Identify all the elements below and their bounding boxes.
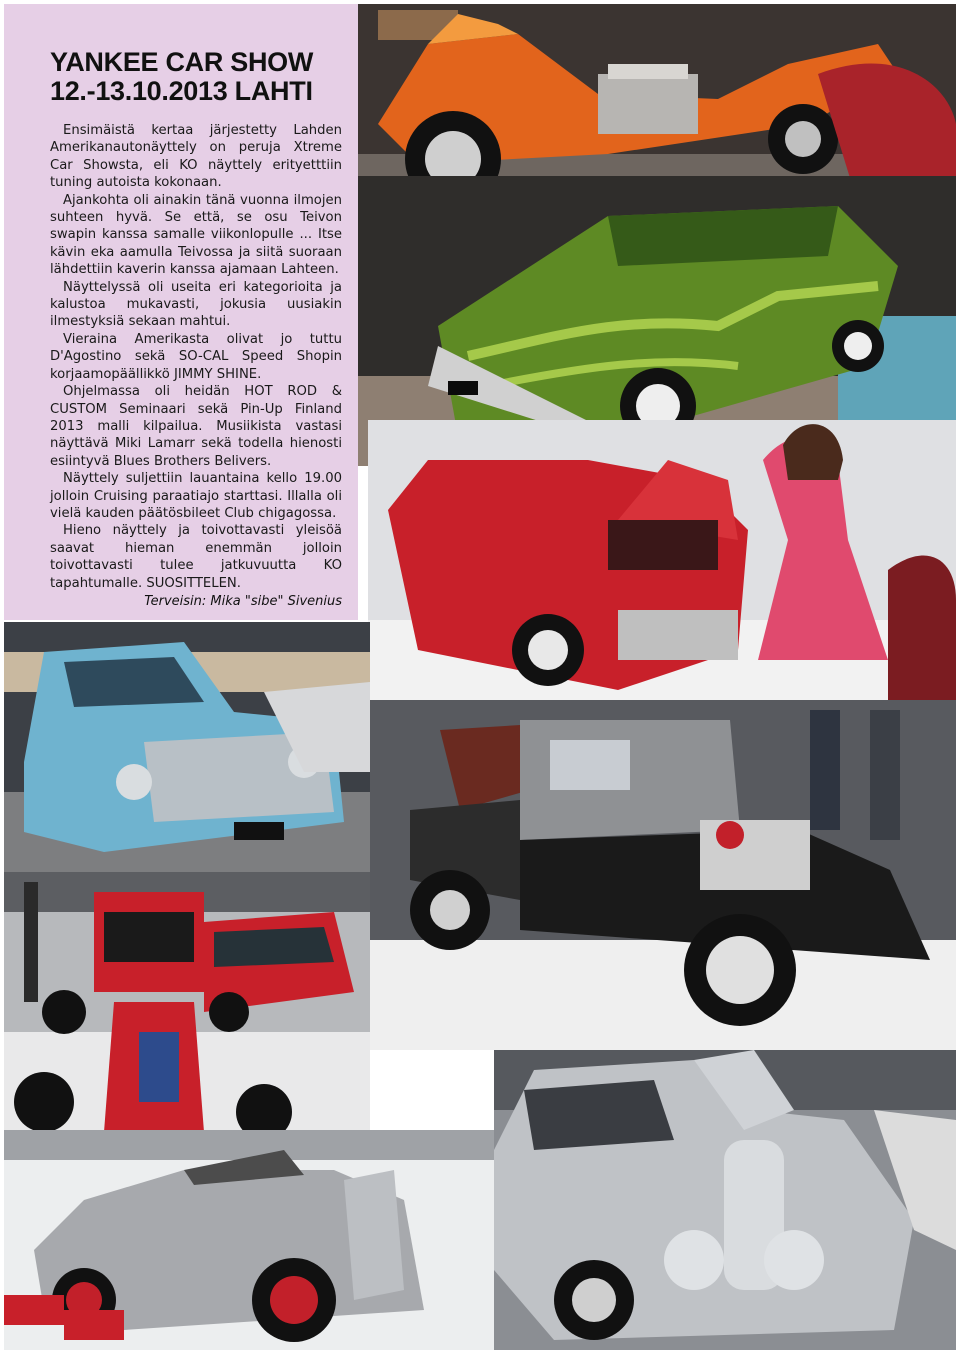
photo-silver-convertible bbox=[4, 1130, 494, 1350]
paragraph: Vieraina Amerikasta olivat jo tuttu D'Agostino sekä SO-CAL Speed Shopin korjaamopäällikkö JIMMY SHINE. bbox=[50, 331, 342, 382]
photo-blue-sedan bbox=[4, 622, 370, 872]
paragraph: Ensimäistä kertaa järjestetty Lahden Amerikanautonäyttely on peruja Xtreme Car Showsta, eli KO näyttely erityetttiin tuning autoista kokonaan. bbox=[50, 123, 342, 191]
title-line-1: YANKEE CAR SHOW bbox=[50, 47, 314, 77]
article-body bbox=[50, 122, 342, 592]
article-panel bbox=[4, 4, 358, 620]
title-line-2: 12.-13.10.2013 LAHTI bbox=[50, 76, 313, 106]
photo-silver-hotrod bbox=[494, 1050, 956, 1350]
paragraph: Näyttely suljettiin lauantaina kello 19.00 jolloin Cruising paraatiajo starttasi. Illalla oli vielä kauden päätösbileet Club chigagossa. bbox=[50, 471, 342, 521]
photo-red-custom-pinup bbox=[368, 420, 956, 710]
photo-orange-trike bbox=[358, 4, 956, 204]
article-title bbox=[50, 48, 342, 106]
paragraph: Ohjelmassa oli heidän HOT ROD & CUSTOM Seminaari sekä Pin-Up Finland 2013 malli kilpailua. Musiikista vastasi näyttävä Miki Lamarr sekä todella hienosti esiintyvä Blues Brothers Belivers. bbox=[50, 384, 342, 469]
paragraph: Näyttelyssä oli useita eri kategorioita ja kalustoa mukavasti, jokusia uusiakin ilmestyksiä sekaan mahtui. bbox=[50, 279, 342, 330]
paragraph: Ajankohta oli ainakin tänä vuonna ilmojen suhteen hyvä. Se että, se osu Teivon swapin kanssa samalle viikonlopulle ... Itse kävin eka aamulla Teivossa ja siitä suoraan lähdettiin kaverin kanssa ajamaan Lahteen. bbox=[50, 192, 342, 278]
signature: Terveisin: Mika "sibe" Sivenius bbox=[144, 594, 342, 609]
photo-grey-hotrod-truck bbox=[370, 700, 956, 1050]
paragraph: Hieno näyttely ja toivottavasti yleisöä saavat hieman enemmän jolloin toivottavasti tulee jatkuvuutta KO tapahtumalle. SUOSITTELEN. bbox=[50, 523, 342, 591]
photo-red-hotrod bbox=[4, 872, 370, 1172]
